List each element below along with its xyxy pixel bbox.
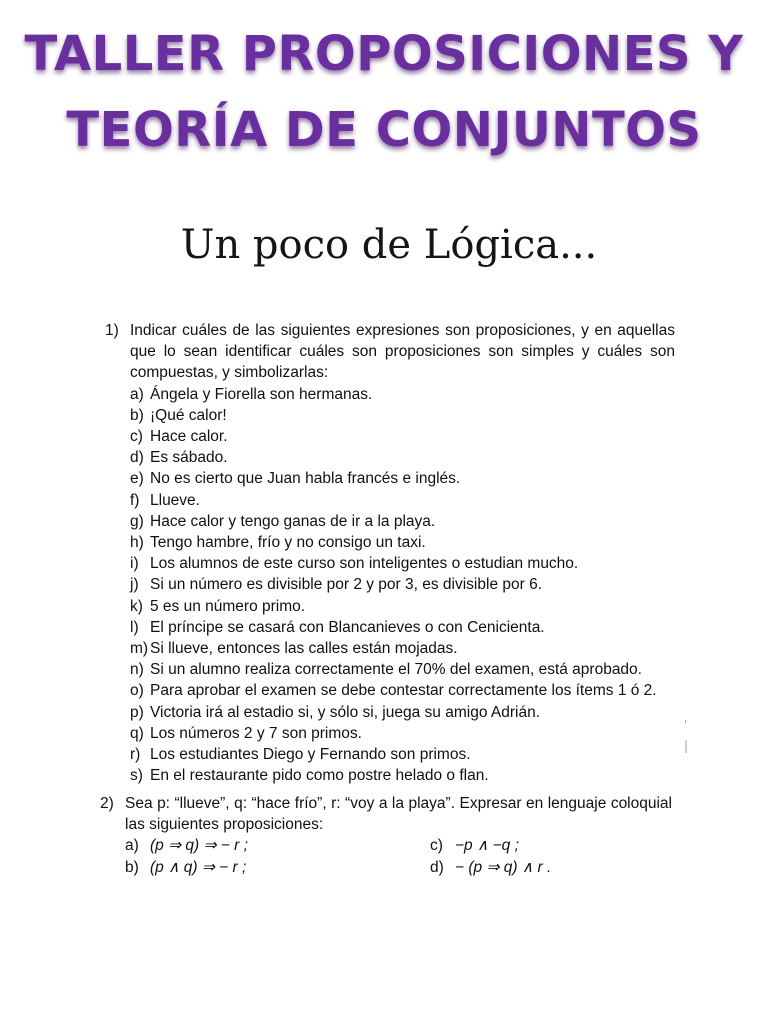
list-item <box>105 532 675 553</box>
item-letter: f) <box>130 491 140 509</box>
item-text: Los alumnos de este curso son inteligentes o estudian mucho. <box>150 555 579 573</box>
item-letter: b) <box>130 406 144 424</box>
exercise-1-number: 1) <box>105 322 119 339</box>
formula-c <box>430 835 519 856</box>
item-letter: r) <box>130 746 141 764</box>
formula-expression: (p ⇒ q) ⇒ − r ; <box>150 837 248 855</box>
item-text: Victoria irá al estadio si, y sólo si, juega su amigo Adrián. <box>150 703 540 721</box>
formula-d <box>430 857 551 878</box>
item-letter: i) <box>130 555 139 573</box>
item-letter: q) <box>130 724 144 742</box>
list-item <box>105 765 675 786</box>
scan-mark: | <box>684 739 689 753</box>
item-letter: c) <box>130 428 143 446</box>
exercise-1 <box>105 320 675 786</box>
exercise-2 <box>100 793 672 881</box>
list-item <box>105 574 675 595</box>
item-letter: g) <box>130 512 144 530</box>
item-text: Llueve. <box>150 491 200 509</box>
item-letter: s) <box>130 767 143 785</box>
exercise-1-items <box>105 384 675 787</box>
list-item <box>105 468 675 489</box>
list-item <box>105 596 675 617</box>
formula-expression: −p ∧ −q ; <box>455 837 519 855</box>
formula-expression: (p ∧ q) ⇒ − r ; <box>150 859 247 877</box>
scan-mark: ' <box>684 718 688 732</box>
list-item <box>105 511 675 532</box>
item-text: ¡Qué calor! <box>150 406 227 424</box>
item-letter: o) <box>130 682 144 700</box>
item-letter: d) <box>130 449 144 467</box>
list-item <box>105 723 675 744</box>
list-item <box>105 744 675 765</box>
item-text: Es sábado. <box>150 449 228 467</box>
list-item <box>105 405 675 426</box>
item-text: Ángela y Fiorella son hermanas. <box>150 385 373 403</box>
exercise-2-intro: Sea p: “llueve”, q: “hace frío”, r: “voy a la playa”. Expresar en lenguaje coloquial las siguientes proposiciones: <box>125 795 672 834</box>
list-item <box>105 659 675 680</box>
formula-letter: d) <box>430 859 444 877</box>
item-text: Si llueve, entonces las calles están mojadas. <box>150 640 458 658</box>
item-text: Los números 2 y 7 son primos. <box>150 724 362 742</box>
item-letter: a) <box>130 385 144 403</box>
item-text: Tengo hambre, frío y no consigo un taxi. <box>150 534 426 552</box>
list-item <box>105 447 675 468</box>
list-item <box>105 680 675 701</box>
item-letter: h) <box>130 534 144 552</box>
item-text: Hace calor. <box>150 428 228 446</box>
item-text: 5 es un número primo. <box>150 597 306 615</box>
item-letter: m) <box>130 640 149 658</box>
item-letter: k) <box>130 597 143 615</box>
item-text: No es cierto que Juan habla francés e inglés. <box>150 470 461 488</box>
item-text: Si un alumno realiza correctamente el 70% del examen, está aprobado. <box>150 661 642 679</box>
formula-letter: c) <box>430 837 443 855</box>
formula-letter: a) <box>125 837 139 855</box>
item-letter: j) <box>130 576 139 594</box>
list-item <box>105 638 675 659</box>
item-text: Si un número es divisible por 2 y por 3, es divisible por 6. <box>150 576 543 594</box>
list-item <box>105 426 675 447</box>
exercise-2-formulas <box>100 835 672 881</box>
item-letter: e) <box>130 470 144 488</box>
exercise-1-intro: Indicar cuáles de las siguientes expresiones son proposiciones, y en aquellas que lo sean identificar cuáles son proposiciones son simples y cuáles son compuestas, y simbolizarlas: <box>130 322 675 382</box>
section-subtitle: Un poco de Lógica... <box>180 222 598 268</box>
item-letter: l) <box>130 618 139 636</box>
item-text: El príncipe se casará con Blancanieves o con Cenicienta. <box>150 618 545 636</box>
item-text: Para aprobar el examen se debe contestar correctamente los ítems 1 ó 2. <box>150 682 657 700</box>
list-item <box>105 702 675 723</box>
list-item <box>105 617 675 638</box>
formula-b <box>125 857 246 878</box>
item-letter: p) <box>130 703 144 721</box>
list-item <box>105 384 675 405</box>
list-item <box>105 553 675 574</box>
document-title-line-1: TALLER PROPOSICIONES Y <box>24 26 744 82</box>
document-title-line-2: TEORÍA DE CONJUNTOS <box>66 102 702 158</box>
formula-letter: b) <box>125 859 139 877</box>
item-text: En el restaurante pido como postre helado o flan. <box>150 767 489 785</box>
item-text: Los estudiantes Diego y Fernando son primos. <box>150 746 471 764</box>
list-item <box>105 490 675 511</box>
formula-a <box>125 835 248 856</box>
formula-expression: − (p ⇒ q) ∧ r . <box>455 859 552 877</box>
item-text: Hace calor y tengo ganas de ir a la playa. <box>150 512 436 530</box>
exercise-2-number: 2) <box>100 795 114 812</box>
item-letter: n) <box>130 661 144 679</box>
